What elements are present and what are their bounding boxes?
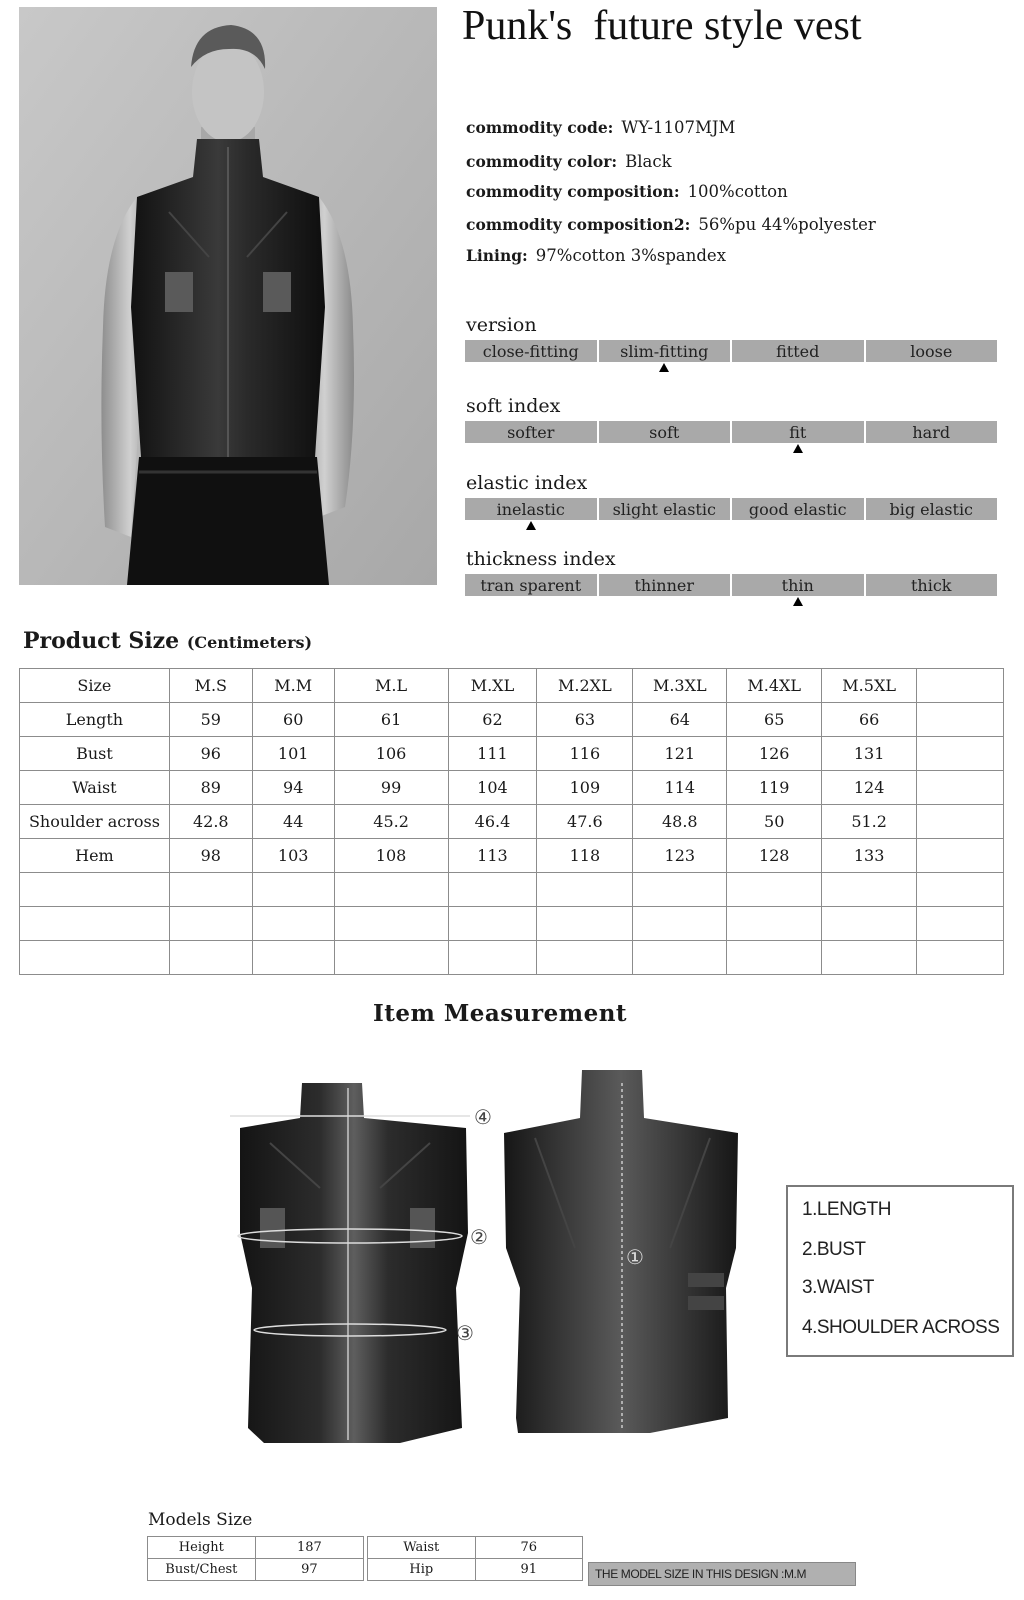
product-size-unit: (Centimeters) [186, 633, 313, 652]
size-cell [252, 873, 334, 907]
size-row-label: Length [20, 703, 170, 737]
spec-value: 97%cotton 3%spandex [535, 246, 726, 265]
table-cell: Hip [368, 1559, 476, 1581]
size-cell: 46.4 [448, 805, 537, 839]
size-cell [822, 907, 917, 941]
size-cell: 108 [334, 839, 448, 873]
size-cell: 99 [334, 771, 448, 805]
size-cell [917, 771, 1004, 805]
table-cell: 187 [255, 1537, 363, 1559]
size-cell: 109 [537, 771, 633, 805]
size-cell: 113 [448, 839, 537, 873]
product-size-heading [23, 628, 312, 654]
size-cell [448, 907, 537, 941]
size-cell [537, 873, 633, 907]
size-cell: 133 [822, 839, 917, 873]
size-cell: 94 [252, 771, 334, 805]
size-cell: 65 [727, 703, 822, 737]
size-cell: 47.6 [537, 805, 633, 839]
spec-key: commodity composition2: [466, 215, 691, 234]
size-row-label [20, 873, 170, 907]
table-cell: Height [148, 1537, 256, 1559]
size-cell: 106 [334, 737, 448, 771]
version-label: version [466, 314, 537, 336]
product-title: Punk's future style vest [462, 3, 862, 49]
size-cell [917, 941, 1004, 975]
size-cell: 103 [252, 839, 334, 873]
size-cell: 48.8 [633, 805, 727, 839]
size-row-label: Size [20, 669, 170, 703]
marker-length: ① [626, 1245, 644, 1269]
table-cell: 91 [475, 1559, 582, 1581]
item-measurement-heading: Item Measurement [372, 1000, 628, 1027]
size-cell [252, 941, 334, 975]
thickness-index-scale [465, 574, 997, 596]
size-cell: M.S [169, 669, 252, 703]
scale-option: hard [866, 421, 998, 443]
size-cell [334, 941, 448, 975]
table-cell: Waist [368, 1537, 476, 1559]
size-cell [917, 839, 1004, 873]
size-cell: 131 [822, 737, 917, 771]
scale-option: softer [465, 421, 597, 443]
measurement-legend [786, 1185, 1014, 1357]
table-cell: 97 [255, 1559, 363, 1581]
size-cell: 124 [822, 771, 917, 805]
vest-measurement-diagram [230, 1068, 770, 1488]
scale-option: tran sparent [465, 574, 597, 596]
scale-option: fitted [732, 340, 864, 362]
size-cell: M.3XL [633, 669, 727, 703]
size-cell: M.4XL [727, 669, 822, 703]
size-row [20, 771, 1004, 805]
spec-key: commodity code: [466, 118, 614, 137]
spec-value: 100%cotton [687, 182, 788, 201]
size-table [19, 668, 1004, 975]
version-marker [659, 363, 669, 372]
size-cell: 98 [169, 839, 252, 873]
size-header-row [20, 669, 1004, 703]
size-row [20, 839, 1004, 873]
size-cell: 114 [633, 771, 727, 805]
elastic-index-scale [465, 498, 997, 520]
model-photo [19, 7, 437, 585]
size-cell: 116 [537, 737, 633, 771]
size-cell: M.M [252, 669, 334, 703]
spec-color [466, 152, 672, 171]
spec-key: commodity color: [466, 152, 618, 171]
table-row [148, 1537, 364, 1559]
size-cell [537, 941, 633, 975]
spec-key: commodity composition: [466, 182, 680, 201]
size-cell [727, 873, 822, 907]
thickness-index-label: thickness index [466, 548, 616, 570]
size-row [20, 703, 1004, 737]
size-cell [917, 873, 1004, 907]
size-cell [334, 873, 448, 907]
size-row-label [20, 941, 170, 975]
size-cell: 118 [537, 839, 633, 873]
spec-key: Lining: [466, 246, 528, 265]
size-cell: 44 [252, 805, 334, 839]
size-cell: M.XL [448, 669, 537, 703]
size-cell: 51.2 [822, 805, 917, 839]
size-cell: M.5XL [822, 669, 917, 703]
size-row-label: Bust [20, 737, 170, 771]
size-cell [917, 737, 1004, 771]
size-cell [822, 941, 917, 975]
product-size-title: Product Size [23, 628, 180, 654]
size-cell: 126 [727, 737, 822, 771]
legend-waist: 3.WAIST [802, 1277, 874, 1298]
size-cell: 59 [169, 703, 252, 737]
table-row [368, 1537, 583, 1559]
models-size-heading: Models Size [148, 1510, 253, 1530]
size-row [20, 907, 1004, 941]
size-cell [448, 873, 537, 907]
scale-option: close-fitting [465, 340, 597, 362]
marker-waist: ③ [456, 1321, 474, 1345]
size-row [20, 941, 1004, 975]
size-row-label [20, 907, 170, 941]
spec-lining [466, 246, 726, 265]
size-row-label: Shoulder across [20, 805, 170, 839]
scale-option: slight elastic [599, 498, 731, 520]
size-row-label: Waist [20, 771, 170, 805]
scale-option: thin [732, 574, 864, 596]
scale-option: inelastic [465, 498, 597, 520]
thickness-index-marker [793, 597, 803, 606]
size-cell: 123 [633, 839, 727, 873]
size-cell [917, 703, 1004, 737]
soft-index-marker [793, 444, 803, 453]
size-cell [633, 873, 727, 907]
size-cell: 104 [448, 771, 537, 805]
legend-length: 1.LENGTH [802, 1199, 891, 1220]
spec-composition [466, 182, 788, 201]
soft-index-scale [465, 421, 997, 443]
size-row [20, 805, 1004, 839]
model-size-note: THE MODEL SIZE IN THIS DESIGN :M.M [588, 1562, 856, 1586]
size-cell [448, 941, 537, 975]
size-cell [917, 805, 1004, 839]
legend-shoulder: 4.SHOULDER ACROSS [802, 1317, 1000, 1338]
size-cell [822, 873, 917, 907]
table-row [368, 1559, 583, 1581]
size-cell: 128 [727, 839, 822, 873]
scale-option: thick [866, 574, 998, 596]
size-cell: 111 [448, 737, 537, 771]
scale-option: loose [866, 340, 998, 362]
scale-option: fit [732, 421, 864, 443]
size-cell: 42.8 [169, 805, 252, 839]
scale-option: soft [599, 421, 731, 443]
scale-option: good elastic [732, 498, 864, 520]
scale-option: big elastic [866, 498, 998, 520]
size-cell: M.2XL [537, 669, 633, 703]
spec-value: 56%pu 44%polyester [698, 215, 876, 234]
table-cell: 76 [475, 1537, 582, 1559]
elastic-index-marker [526, 521, 536, 530]
soft-index-label: soft index [466, 395, 561, 417]
size-cell: M.L [334, 669, 448, 703]
scale-option: slim-fitting [599, 340, 731, 362]
size-cell: 121 [633, 737, 727, 771]
version-scale [465, 340, 997, 362]
legend-bust: 2.BUST [802, 1239, 866, 1260]
size-cell [169, 873, 252, 907]
size-cell: 66 [822, 703, 917, 737]
size-cell: 45.2 [334, 805, 448, 839]
marker-bust: ② [470, 1225, 488, 1249]
size-cell [169, 941, 252, 975]
models-table-waist-hip [367, 1536, 583, 1581]
size-cell: 63 [537, 703, 633, 737]
size-cell: 64 [633, 703, 727, 737]
marker-shoulder: ④ [474, 1105, 492, 1129]
spec-code [466, 118, 735, 137]
models-table-height-bust [147, 1536, 364, 1581]
elastic-index-label: elastic index [466, 472, 588, 494]
size-cell [633, 941, 727, 975]
size-cell [169, 907, 252, 941]
size-cell: 96 [169, 737, 252, 771]
spec-value: WY-1107MJM [621, 118, 736, 137]
table-row [148, 1559, 364, 1581]
size-cell: 119 [727, 771, 822, 805]
size-cell [537, 907, 633, 941]
spec-value: Black [625, 152, 672, 171]
spec-composition2 [466, 215, 876, 234]
size-cell: 62 [448, 703, 537, 737]
size-row [20, 873, 1004, 907]
size-cell [727, 907, 822, 941]
size-cell: 101 [252, 737, 334, 771]
size-cell [252, 907, 334, 941]
size-cell: 60 [252, 703, 334, 737]
size-cell [334, 907, 448, 941]
size-cell [917, 907, 1004, 941]
size-cell [633, 907, 727, 941]
size-cell [727, 941, 822, 975]
size-row-label: Hem [20, 839, 170, 873]
size-cell [917, 669, 1004, 703]
size-cell: 61 [334, 703, 448, 737]
size-cell: 89 [169, 771, 252, 805]
size-row [20, 737, 1004, 771]
scale-option: thinner [599, 574, 731, 596]
size-cell: 50 [727, 805, 822, 839]
table-cell: Bust/Chest [148, 1559, 256, 1581]
